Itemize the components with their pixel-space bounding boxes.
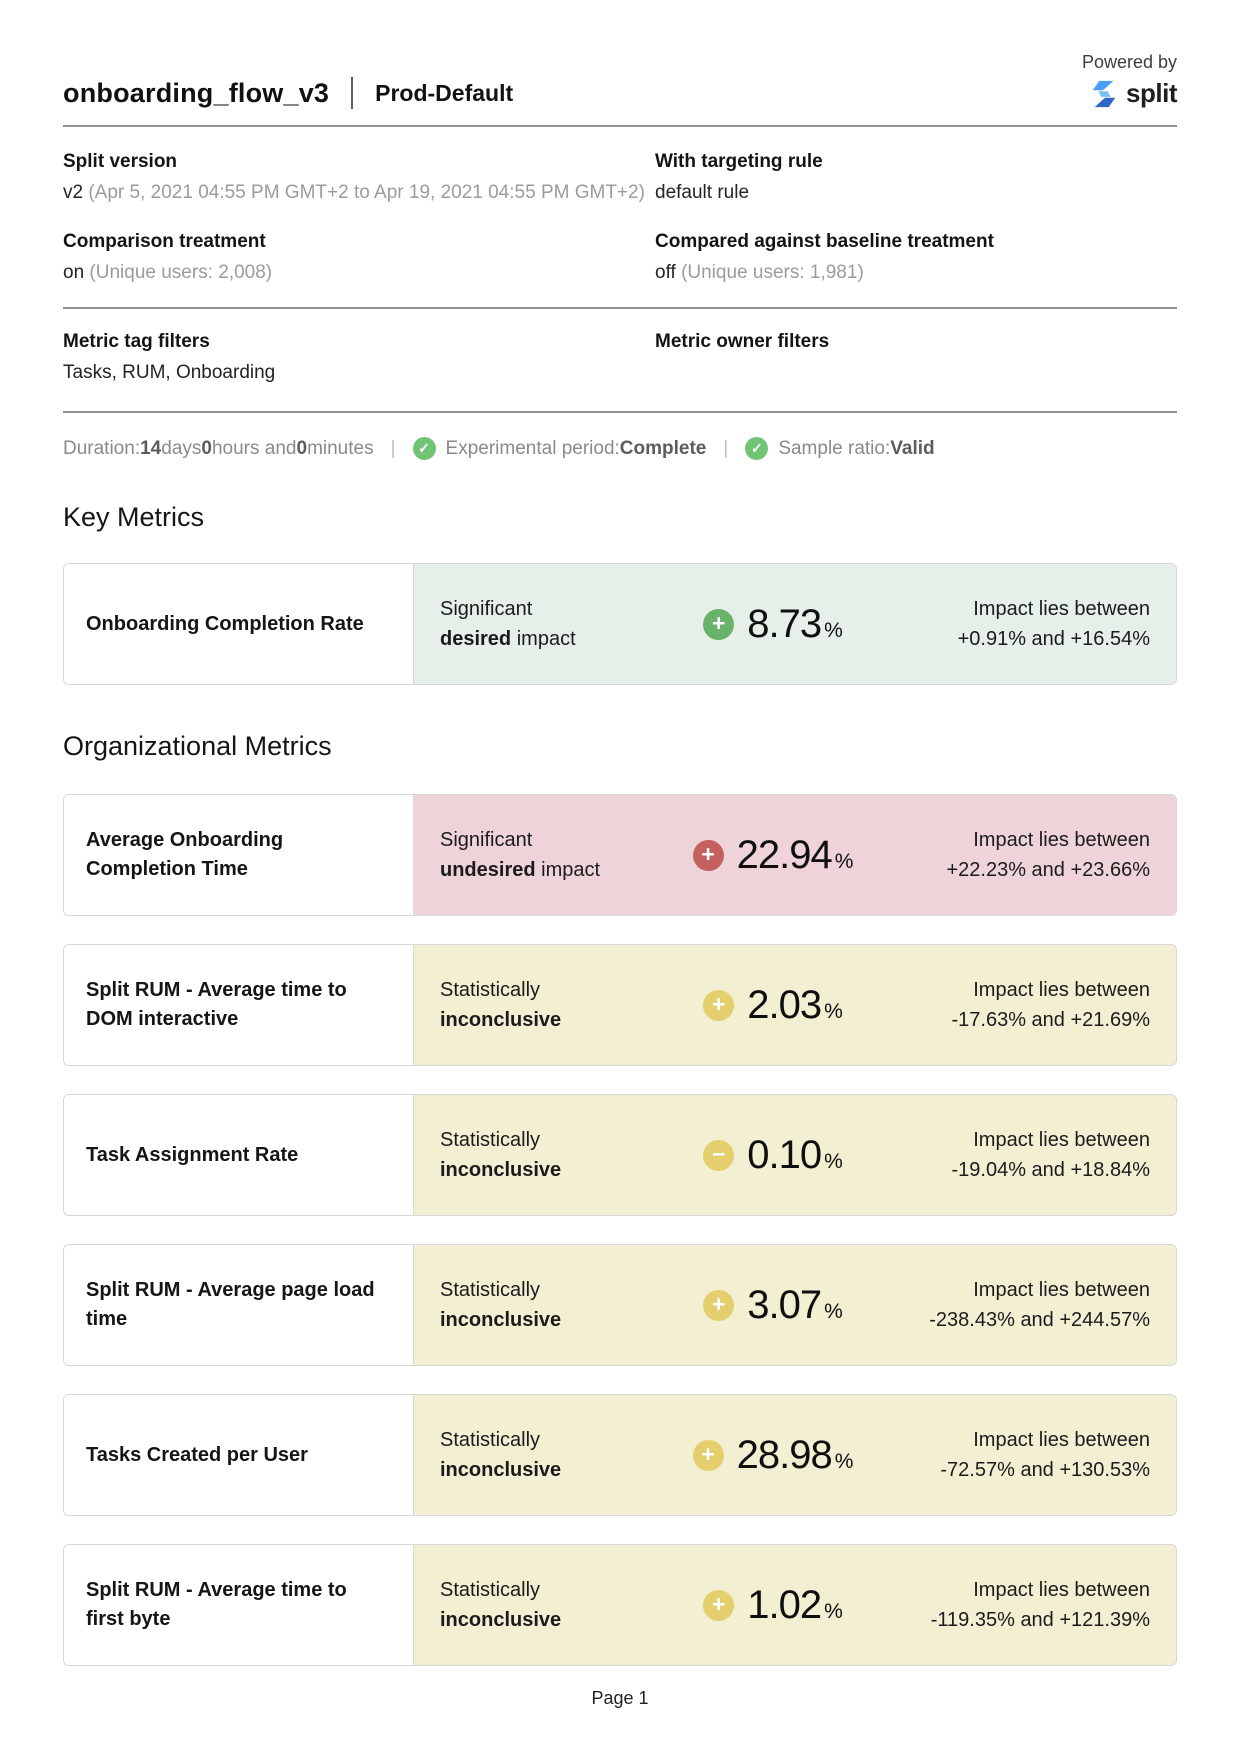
confidence-interval <box>888 1425 1150 1485</box>
experiment-status-bar <box>63 437 1177 460</box>
separator: | <box>390 437 396 459</box>
metric-name: Split RUM - Average page load time <box>86 1279 375 1330</box>
confidence-interval <box>888 1275 1150 1335</box>
meta-section <box>63 151 1177 285</box>
significance-status <box>440 975 658 1035</box>
metric-card-tasks-created-per-user <box>63 1394 1177 1516</box>
impact-number: 8.73 % <box>747 601 843 646</box>
status-line-2: inconclusive <box>440 1309 562 1331</box>
metric-name-cell <box>64 795 414 915</box>
filters-section <box>63 331 1177 385</box>
field-label: Metric tag filters <box>63 331 210 352</box>
title-group <box>63 77 513 109</box>
status-line-2: inconclusive <box>440 1009 562 1031</box>
plus-icon: + <box>693 840 724 871</box>
impact-value <box>658 1583 888 1628</box>
report-header <box>63 52 1177 109</box>
impact-number: 1.02 % <box>747 1582 843 1627</box>
check-icon: ✓ <box>745 437 768 460</box>
split-logo-icon <box>1089 79 1119 109</box>
metric-card-rum-page-load-time <box>63 1244 1177 1366</box>
metric-result-cell <box>414 1095 1176 1215</box>
field-comparison-treatment <box>63 231 655 285</box>
impact-line-2: -238.43% and +244.57% <box>929 1309 1150 1331</box>
confidence-interval <box>888 975 1150 1035</box>
separator: | <box>723 437 729 459</box>
impact-number: 2.03 % <box>747 982 843 1027</box>
key-metrics-heading: Key Metrics <box>63 502 205 532</box>
field-value: default rule <box>655 182 750 203</box>
brand-name: split <box>1126 78 1177 108</box>
field-label: Split version <box>63 151 178 172</box>
impact-line-1: Impact lies between <box>973 979 1150 1001</box>
field-baseline-treatment <box>655 231 1177 285</box>
sample-ratio-status: ✓ Sample ratio: Valid <box>745 437 934 460</box>
metric-result-cell <box>414 1245 1176 1365</box>
significance-status <box>440 594 658 654</box>
metric-name-cell <box>64 1395 414 1515</box>
plus-icon: + <box>703 609 734 640</box>
organizational-metrics-heading: Organizational Metrics <box>63 731 332 761</box>
impact-value <box>658 1433 888 1478</box>
field-label: Compared against baseline treatment <box>655 231 994 252</box>
impact-line-2: +0.91% and +16.54% <box>957 628 1150 650</box>
metric-name-cell <box>64 1545 414 1665</box>
impact-value <box>658 602 888 647</box>
metric-name: Onboarding Completion Rate <box>86 612 364 635</box>
significance-status <box>440 825 658 885</box>
environment-label: Prod-Default <box>375 79 514 106</box>
field-split-version <box>63 151 655 205</box>
status-line-1: Statistically <box>440 1579 541 1601</box>
experimental-period-status: ✓ Experimental period: Complete <box>413 437 707 460</box>
field-targeting-rule <box>655 151 1177 205</box>
impact-line-1: Impact lies between <box>973 598 1150 620</box>
impact-line-1: Impact lies between <box>973 1579 1150 1601</box>
significance-status <box>440 1575 658 1635</box>
status-line-2: desired impact <box>440 628 576 650</box>
confidence-interval <box>888 594 1150 654</box>
impact-number: 28.98 % <box>736 1432 854 1477</box>
metric-name: Average Onboarding Completion Time <box>86 829 284 880</box>
significance-status <box>440 1425 658 1485</box>
metric-name: Tasks Created per User <box>86 1443 308 1466</box>
impact-line-1: Impact lies between <box>973 1429 1150 1451</box>
duration-text: Duration: 14 days 0 hours and 0 minutes <box>63 437 374 459</box>
metric-card-task-assignment-rate <box>63 1094 1177 1216</box>
impact-value <box>658 983 888 1028</box>
page-number: Page 1 <box>591 1688 649 1708</box>
status-line-1: Statistically <box>440 1429 541 1451</box>
significance-status <box>440 1275 658 1335</box>
status-line-1: Statistically <box>440 1279 541 1301</box>
metric-name: Task Assignment Rate <box>86 1143 299 1166</box>
divider <box>63 125 1177 127</box>
metric-result-cell <box>414 945 1176 1065</box>
impact-number: 3.07 % <box>747 1282 843 1327</box>
field-metric-owner-filters <box>655 331 1177 385</box>
metric-name-cell <box>64 1095 414 1215</box>
status-line-1: Significant <box>440 598 533 620</box>
metric-name: Split RUM - Average time to first byte <box>86 1579 347 1630</box>
field-value: v2 (Apr 5, 2021 04:55 PM GMT+2 to Apr 19, 2021 04:55 PM GMT+2) <box>63 182 645 203</box>
metric-card-onboarding-completion-rate <box>63 563 1177 685</box>
status-line-2: inconclusive <box>440 1459 562 1481</box>
metric-result-cell <box>414 795 1176 915</box>
status-line-2: undesired impact <box>440 859 601 881</box>
impact-value <box>658 833 888 878</box>
field-value: on (Unique users: 2,008) <box>63 262 273 283</box>
brand-group <box>1082 52 1177 109</box>
plus-icon: + <box>703 1290 734 1321</box>
impact-line-1: Impact lies between <box>973 829 1150 851</box>
divider <box>63 411 1177 413</box>
impact-line-2: -17.63% and +21.69% <box>951 1009 1150 1031</box>
field-label: With targeting rule <box>655 151 823 172</box>
impact-value <box>658 1133 888 1178</box>
impact-line-2: +22.23% and +23.66% <box>946 859 1150 881</box>
impact-line-2: -119.35% and +121.39% <box>930 1609 1150 1631</box>
impact-number: 0.10 % <box>747 1132 843 1177</box>
field-value: off (Unique users: 1,981) <box>655 262 864 283</box>
impact-line-1: Impact lies between <box>973 1129 1150 1151</box>
minus-icon: − <box>703 1140 734 1171</box>
page-title: onboarding_flow_v3 <box>63 77 330 108</box>
metric-card-avg-onboarding-completion-time <box>63 794 1177 916</box>
divider <box>63 307 1177 309</box>
field-value <box>655 362 1177 385</box>
metric-name-cell <box>64 945 414 1065</box>
confidence-interval <box>888 1575 1150 1635</box>
metric-result-cell <box>414 564 1176 684</box>
organizational-metrics-list <box>63 794 1177 1666</box>
impact-number: 22.94 % <box>736 832 854 877</box>
field-label: Metric owner filters <box>655 331 830 352</box>
significance-status <box>440 1125 658 1185</box>
plus-icon: + <box>693 1440 724 1471</box>
powered-by-label: Powered by <box>1081 52 1177 72</box>
plus-icon: + <box>703 990 734 1021</box>
status-line-1: Statistically <box>440 979 541 1001</box>
status-line-2: inconclusive <box>440 1609 562 1631</box>
impact-value <box>658 1283 888 1328</box>
metric-name-cell <box>64 1245 414 1365</box>
impact-line-1: Impact lies between <box>973 1279 1150 1301</box>
confidence-interval <box>888 1125 1150 1185</box>
confidence-interval <box>888 825 1150 885</box>
title-divider <box>351 77 353 109</box>
metric-card-rum-dom-interactive <box>63 944 1177 1066</box>
status-line-2: inconclusive <box>440 1159 562 1181</box>
plus-icon: + <box>703 1590 734 1621</box>
metric-name: Split RUM - Average time to DOM interactive <box>86 979 347 1030</box>
field-label: Comparison treatment <box>63 231 266 252</box>
metric-result-cell <box>414 1545 1176 1665</box>
field-value: Tasks, RUM, Onboarding <box>63 362 276 383</box>
check-icon: ✓ <box>413 437 436 460</box>
metric-name-cell <box>64 564 414 684</box>
impact-line-2: -19.04% and +18.84% <box>951 1159 1150 1181</box>
brand-logo-row <box>1089 78 1177 109</box>
field-metric-tag-filters <box>63 331 655 385</box>
status-line-1: Statistically <box>440 1129 541 1151</box>
metric-result-cell <box>414 1395 1176 1515</box>
status-line-1: Significant <box>440 829 533 851</box>
impact-line-2: -72.57% and +130.53% <box>940 1459 1150 1481</box>
metric-card-rum-time-to-first-byte <box>63 1544 1177 1666</box>
